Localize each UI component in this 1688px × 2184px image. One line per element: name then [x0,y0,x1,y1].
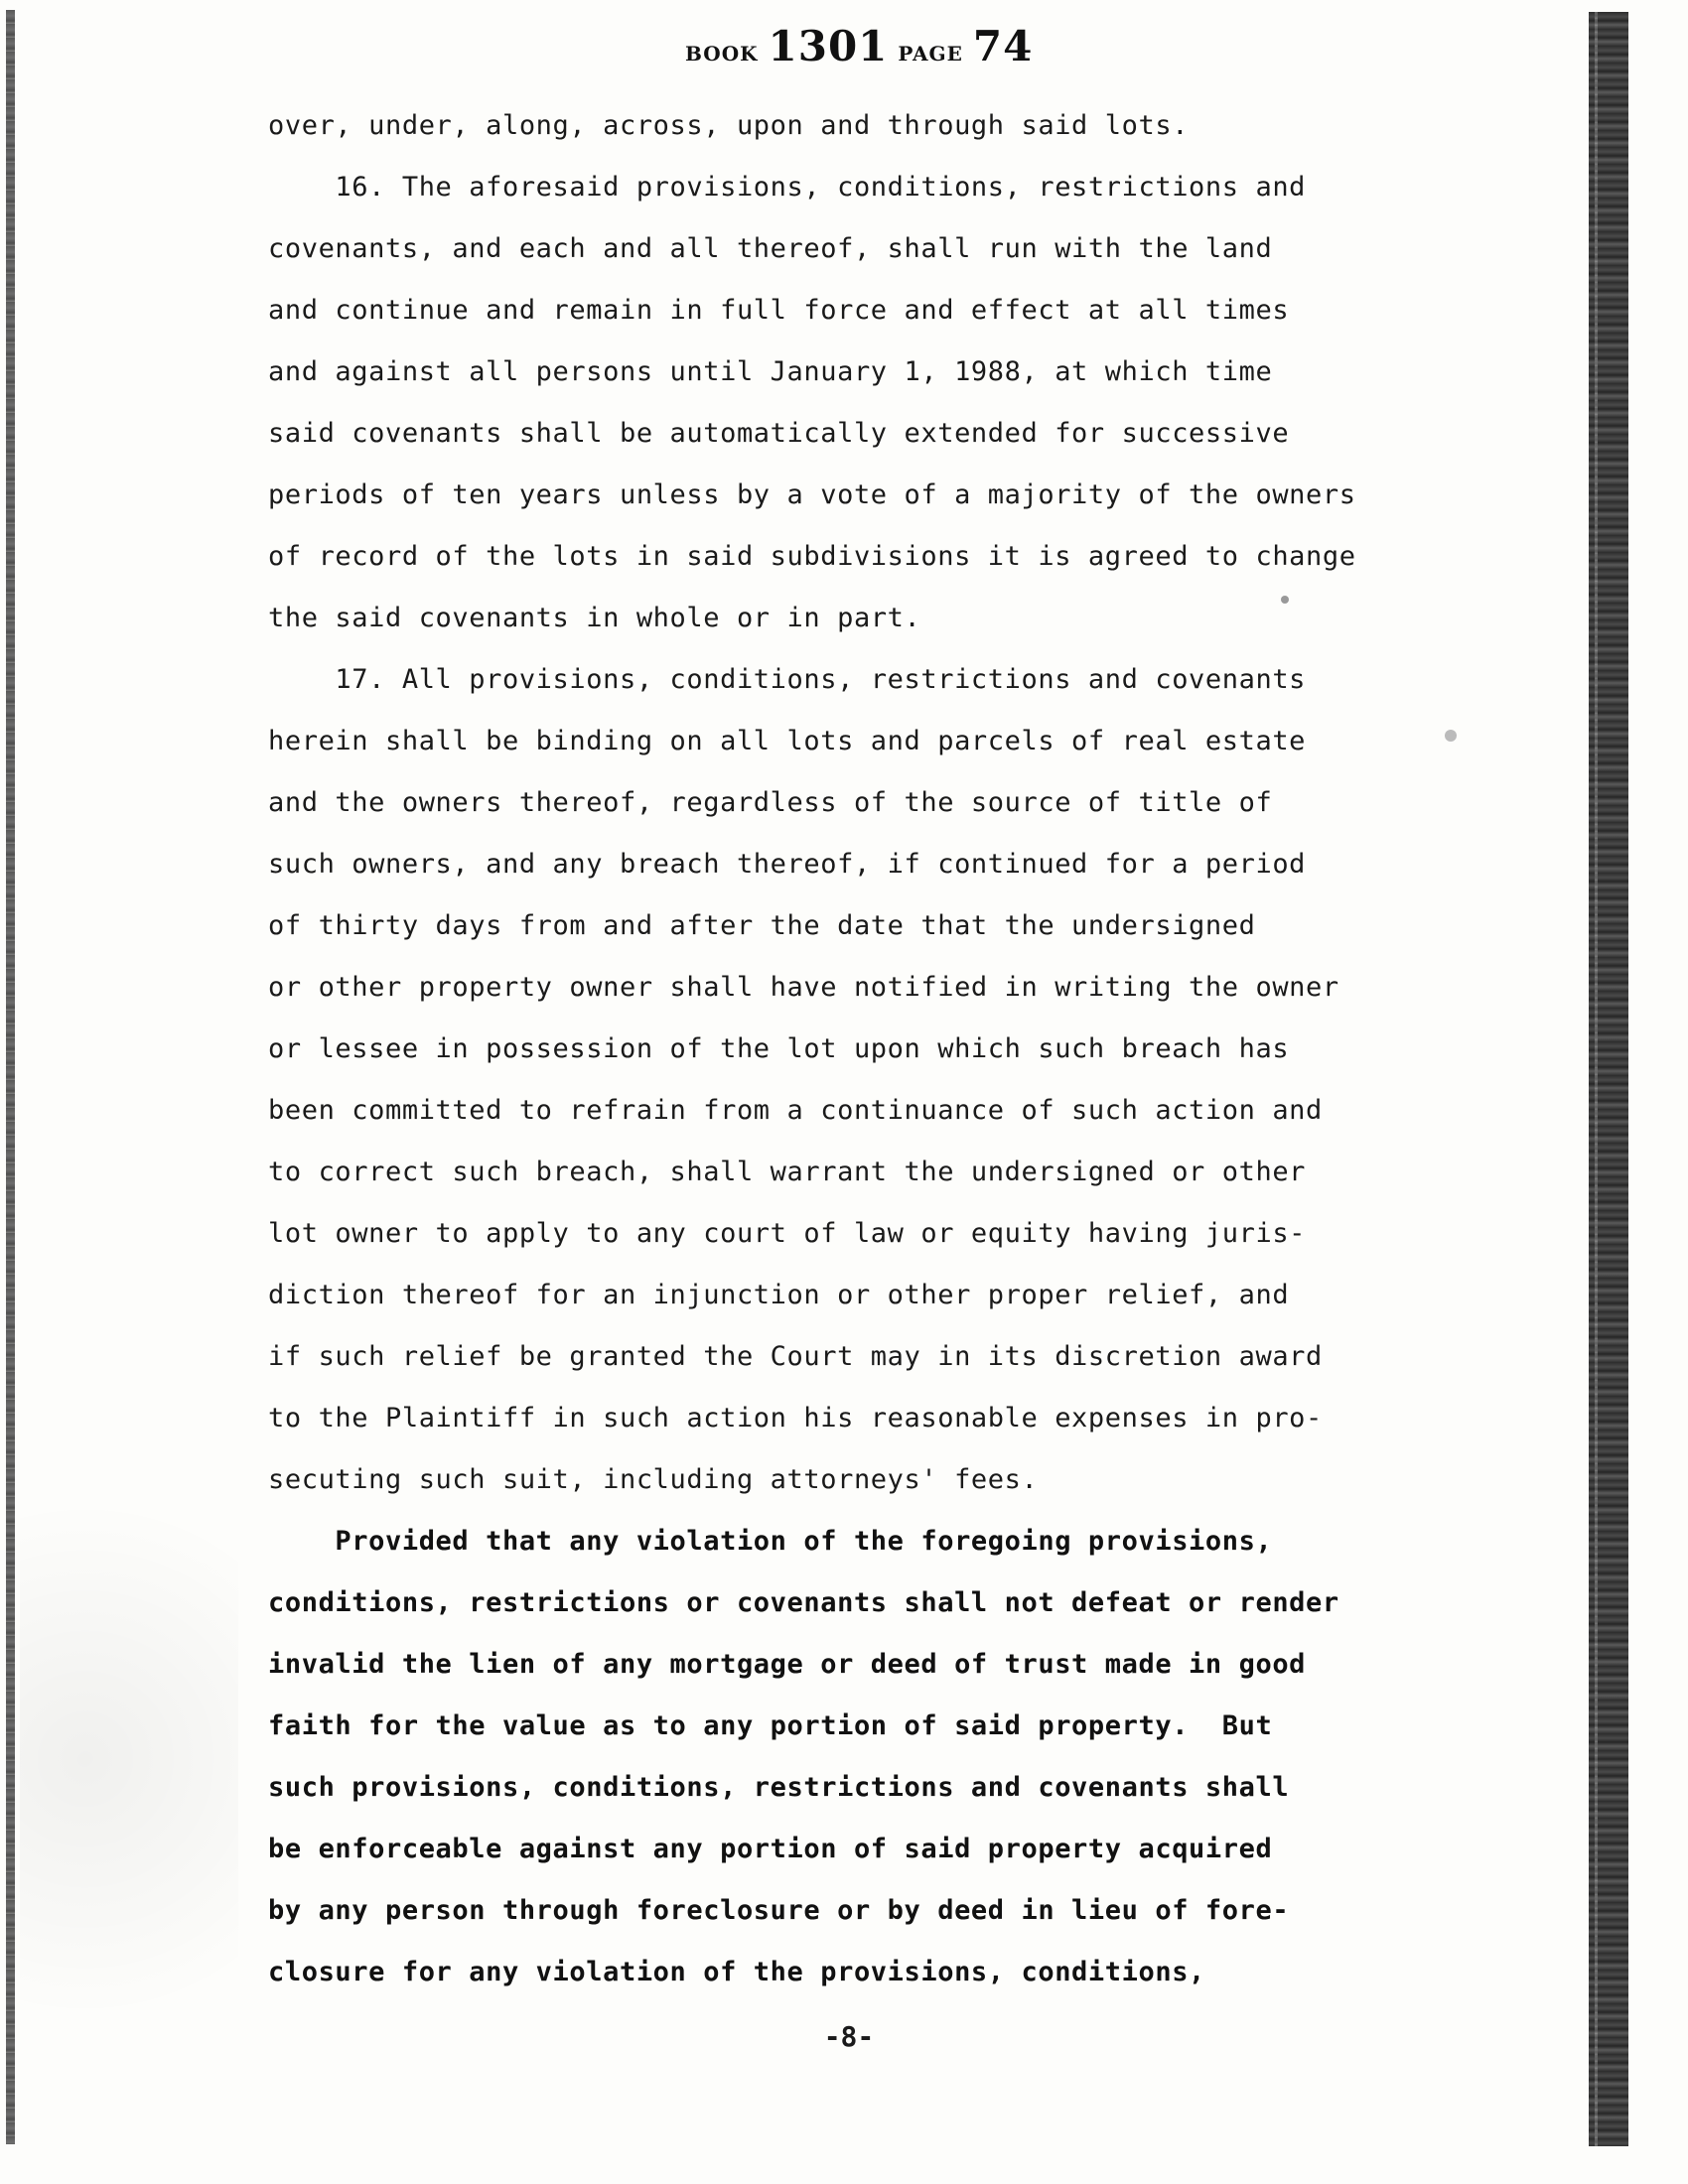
body-line: or lessee in possession of the lot upon which such breach has [268,1033,1290,1064]
body-line: faith for the value as to any portion of said property. But [268,1710,1273,1741]
scan-noise [20,1489,238,2164]
scan-speck [1281,596,1289,604]
body-line: or other property owner shall have notified in writing the owner [268,972,1339,1003]
body-line: and against all persons until January 1, 1988, at which time [268,356,1273,387]
scan-border-right [1589,12,1628,2146]
body-line: diction thereof for an injunction or other proper relief, and [268,1280,1290,1310]
body-line: and the owners thereof, regardless of the source of title of [268,787,1273,818]
body-line: secuting such suit, including attorneys' fees. [268,1464,1039,1495]
page-label: PAGE [898,42,963,66]
body-line: of record of the lots in said subdivisions it is agreed to change [268,541,1356,572]
body-line: said covenants shall be automatically extended for successive [268,418,1290,449]
body-line: such owners, and any breach thereof, if continued for a period [268,849,1307,880]
scan-speck [1445,730,1457,742]
body-line: invalid the lien of any mortgage or deed of trust made in good [268,1649,1307,1680]
body-line: if such relief be granted the Court may in its discretion award [268,1341,1323,1372]
body-line: lot owner to apply to any court of law or equity having juris- [268,1218,1307,1249]
scan-border-left [6,10,15,2144]
body-line: 17. All provisions, conditions, restrictions and covenants [268,664,1307,695]
body-line: been committed to refrain from a continuance of such action and [268,1095,1323,1126]
page-footer-number: -8- [823,2020,875,2053]
body-line: over, under, along, across, upon and through said lots. [268,110,1190,141]
body-line: and continue and remain in full force and effect at all times [268,295,1290,326]
body-line: closure for any violation of the provisions, conditions, [268,1957,1205,1987]
body-line: to the Plaintiff in such action his reasonable expenses in pro- [268,1403,1323,1433]
book-page-stamp [685,22,1034,81]
body-line: conditions, restrictions or covenants shall not defeat or render [268,1587,1339,1618]
body-line: to correct such breach, shall warrant the undersigned or other [268,1157,1307,1187]
body-line: covenants, and each and all thereof, shall run with the land [268,233,1273,264]
body-line: such provisions, conditions, restrictions and covenants shall [268,1772,1290,1803]
body-line: Provided that any violation of the foregoing provisions, [268,1526,1273,1557]
body-line: herein shall be binding on all lots and parcels of real estate [268,726,1307,756]
body-line: periods of ten years unless by a vote of a majority of the owners [268,479,1356,510]
body-line: 16. The aforesaid provisions, conditions, restrictions and [268,172,1307,203]
book-number: 1301 [768,22,889,70]
body-line: by any person through foreclosure or by deed in lieu of fore- [268,1895,1290,1926]
body-line: be enforceable against any portion of said property acquired [268,1834,1273,1864]
body-line: of thirty days from and after the date that the undersigned [268,910,1256,941]
page-number: 74 [972,22,1034,70]
body-line: the said covenants in whole or in part. [268,603,921,633]
book-label: BOOK [685,42,759,66]
